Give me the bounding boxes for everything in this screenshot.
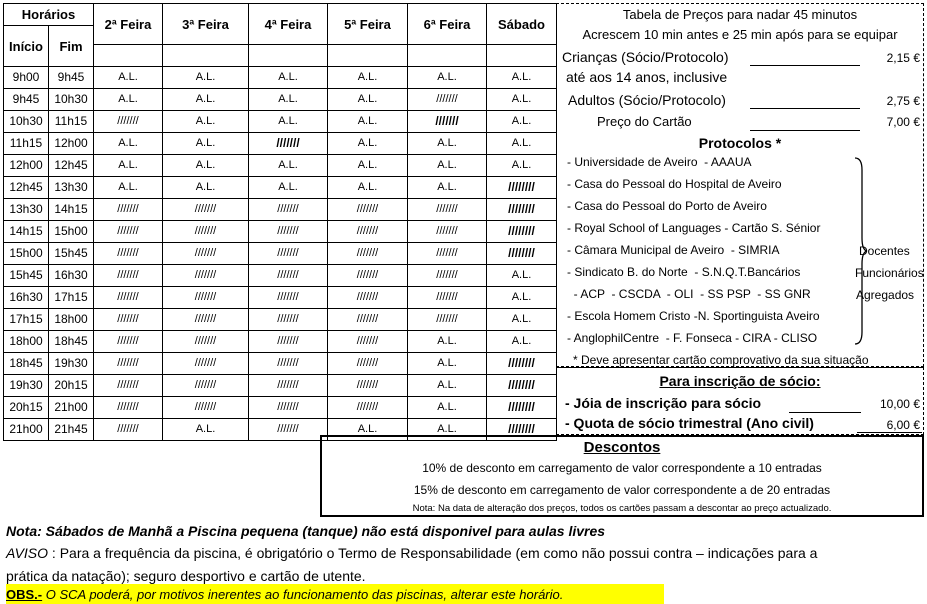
protocol-item: - ACP - CSCDA - OLI - SS PSP - SS GNR (567, 287, 811, 301)
schedule-cell: A.L. (328, 155, 408, 177)
schedule-cell: A.L. (408, 353, 487, 375)
table-row (4, 199, 557, 221)
aviso-line (6, 545, 817, 561)
schedule-cell: //////// (487, 419, 557, 441)
obs-text: O SCA poderá, por motivos inerentes ao funcionamento das piscinas, alterar este horário. (42, 587, 564, 602)
start-time-cell: 18h00 (4, 331, 49, 353)
schedule-cell: /////// (163, 331, 249, 353)
spacer-cell (328, 45, 408, 67)
schedule-cell: A.L. (487, 89, 557, 111)
schedule-cell: /////// (163, 199, 249, 221)
end-time-cell: 19h30 (49, 353, 94, 375)
schedule-cell: /////// (94, 375, 163, 397)
schedule-cell: /////// (249, 243, 328, 265)
underline (750, 65, 860, 66)
schedule-cell: A.L. (94, 133, 163, 155)
schedule-cell: /////// (163, 353, 249, 375)
spacer-cell (94, 45, 163, 67)
membership-fee-value: 10,00 € (879, 397, 920, 411)
table-row (4, 67, 557, 89)
end-time-cell: 20h15 (49, 375, 94, 397)
schedule-cell: A.L. (487, 309, 557, 331)
spacer-cell (249, 45, 328, 67)
day-header: 5ª Feira (328, 4, 408, 45)
children-price: 2,15 € (886, 51, 920, 65)
schedule-cell: A.L. (408, 419, 487, 441)
schedule-cell: //////// (487, 243, 557, 265)
table-row (4, 133, 557, 155)
underline (750, 130, 860, 131)
schedule-cell: A.L. (487, 111, 557, 133)
schedule-cell: /////// (328, 221, 408, 243)
start-time-cell: 16h30 (4, 287, 49, 309)
schedule-cell: A.L. (94, 89, 163, 111)
discount-note: Nota: Na data de alteração dos preços, todos os cartões passam a descontar ao preço actualizado. (412, 503, 832, 514)
end-time-cell: 18h45 (49, 331, 94, 353)
schedule-cell: A.L. (328, 133, 408, 155)
end-time-cell: 17h15 (49, 287, 94, 309)
schedule-cell: //////// (487, 221, 557, 243)
start-time-cell: 18h45 (4, 353, 49, 375)
schedule-cell: /////// (249, 375, 328, 397)
discounts-panel (320, 435, 924, 517)
day-header: Sábado (487, 4, 557, 45)
aviso-text-continued: prática da natação); seguro desportivo e cartão de utente. (6, 568, 366, 584)
schedule-cell: /////// (94, 419, 163, 441)
schedule-cell: A.L. (249, 155, 328, 177)
membership-quota-label: - Quota de sócio trimestral (Ano civil) (565, 415, 814, 431)
end-time-cell: 21h45 (49, 419, 94, 441)
schedule-cell: A.L. (408, 331, 487, 353)
table-row (4, 287, 557, 309)
end-time-cell: 15h45 (49, 243, 94, 265)
schedule-cell: A.L. (163, 89, 249, 111)
schedule-cell: /////// (163, 287, 249, 309)
start-time-cell: 14h15 (4, 221, 49, 243)
spacer-cell (487, 45, 557, 67)
schedule-cell: A.L. (249, 111, 328, 133)
schedule-cell: A.L. (408, 155, 487, 177)
schedule-cell: /////// (163, 397, 249, 419)
schedule-cell: A.L. (408, 177, 487, 199)
adults-price: 2,75 € (886, 94, 920, 108)
table-row (4, 375, 557, 397)
schedule-cell: /////// (163, 221, 249, 243)
underline (789, 412, 861, 413)
schedule-cell: /////// (94, 265, 163, 287)
schedule-cell: A.L. (328, 111, 408, 133)
horarios-header: Horários (4, 4, 94, 26)
schedule-cell: A.L. (94, 67, 163, 89)
membership-panel (556, 367, 924, 435)
schedule-cell: A.L. (94, 177, 163, 199)
start-time-cell: 15h45 (4, 265, 49, 287)
schedule-cell: //////// (487, 177, 557, 199)
schedule-cell: /////// (249, 199, 328, 221)
schedule-cell: /////// (328, 397, 408, 419)
schedule-cell: /////// (328, 243, 408, 265)
schedule-cell: /////// (328, 199, 408, 221)
schedule-cell: /////// (163, 243, 249, 265)
schedule-cell: A.L. (408, 67, 487, 89)
schedule-cell: /////// (94, 353, 163, 375)
children-note: até aos 14 anos, inclusive (566, 69, 728, 85)
schedule-cell: /////// (328, 353, 408, 375)
schedule-cell: A.L. (487, 155, 557, 177)
discount-line: 15% de desconto em carregamento de valor correspondente a de 20 entradas (413, 483, 831, 497)
protocol-item: - Casa do Pessoal do Hospital de Aveiro (567, 177, 782, 191)
schedule-cell: //////// (487, 199, 557, 221)
protocols-title: Protocolos * (698, 135, 782, 151)
end-time-cell: 12h00 (49, 133, 94, 155)
obs-label: OBS.- (6, 587, 43, 602)
schedule-cell: /////// (249, 287, 328, 309)
discount-line: 10% de desconto em carregamento de valor correspondente a 10 entradas (422, 461, 822, 475)
protocol-item: - Universidade de Aveiro - AAAUA (567, 155, 752, 169)
schedule-cell: /////// (94, 287, 163, 309)
card-label: Preço do Cartão (597, 114, 692, 129)
schedule-cell: /////// (94, 309, 163, 331)
schedule-cell: /////// (249, 265, 328, 287)
protocol-item: - Escola Homem Cristo -N. Sportinguista Aveiro (567, 309, 820, 323)
protocol-item: - Casa do Pessoal do Porto de Aveiro (567, 199, 767, 213)
protocol-item: - Sindicato B. do Norte - S.N.Q.T.Bancários (567, 265, 801, 279)
start-time-cell: 12h00 (4, 155, 49, 177)
start-time-cell: 17h15 (4, 309, 49, 331)
table-row (4, 177, 557, 199)
start-time-cell: 13h30 (4, 199, 49, 221)
protocol-item: - Royal School of Languages - Cartão S. Sénior (567, 221, 821, 235)
start-time-cell: 10h30 (4, 111, 49, 133)
schedule-cell: A.L. (487, 67, 557, 89)
start-time-cell: 21h00 (4, 419, 49, 441)
inicio-header: Início (4, 26, 49, 67)
underline (857, 432, 922, 433)
schedule-cell: /////// (408, 89, 487, 111)
prices-title: Tabela de Preços para nadar 45 minutos (622, 7, 858, 22)
schedule-cell: A.L. (163, 155, 249, 177)
aviso-label: AVISO (6, 545, 49, 561)
schedule-cell: /////// (408, 111, 487, 133)
schedule-cell: /////// (328, 375, 408, 397)
membership-fee-label: - Jóia de inscrição para sócio (565, 395, 762, 411)
schedule-cell: /////// (408, 287, 487, 309)
table-row (4, 309, 557, 331)
start-time-cell: 19h30 (4, 375, 49, 397)
end-time-cell: 14h15 (49, 199, 94, 221)
membership-title: Para inscrição de sócio: (659, 373, 821, 389)
schedule-cell: /////// (328, 309, 408, 331)
schedule-cell: /////// (249, 419, 328, 441)
table-row (4, 155, 557, 177)
table-row (4, 397, 557, 419)
end-time-cell: 11h15 (49, 111, 94, 133)
day-header: 2ª Feira (94, 4, 163, 45)
schedule-cell: /////// (94, 111, 163, 133)
schedule-cell: /////// (328, 331, 408, 353)
schedule-cell: A.L. (249, 89, 328, 111)
schedule-cell: /////// (408, 309, 487, 331)
card-price: 7,00 € (886, 115, 920, 129)
schedule-cell: A.L. (163, 111, 249, 133)
schedule-cell: //////// (487, 353, 557, 375)
prices-panel (556, 3, 924, 367)
saturday-note: Nota: Sábados de Manhã a Piscina pequena (tanque) não está disponivel para aulas livres (6, 523, 606, 539)
spacer-cell (163, 45, 249, 67)
schedule-cell: /////// (408, 221, 487, 243)
end-time-cell: 9h45 (49, 67, 94, 89)
schedule-cell: A.L. (163, 419, 249, 441)
schedule-cell: A.L. (408, 397, 487, 419)
schedule-cell: //////// (487, 397, 557, 419)
fim-header: Fim (49, 26, 94, 67)
schedule-cell: A.L. (249, 177, 328, 199)
end-time-cell: 18h00 (49, 309, 94, 331)
schedule-cell: /////// (408, 265, 487, 287)
schedule-cell: /////// (249, 331, 328, 353)
schedule-cell: /////// (94, 199, 163, 221)
table-row (4, 353, 557, 375)
schedule-cell: /////// (163, 375, 249, 397)
schedule-cell: /////// (249, 221, 328, 243)
schedule-cell: A.L. (328, 177, 408, 199)
table-row (4, 221, 557, 243)
start-time-cell: 9h00 (4, 67, 49, 89)
protocol-item: - AnglophilCentre - F. Fonseca - CIRA - CLISO (567, 331, 818, 345)
end-time-cell: 12h45 (49, 155, 94, 177)
side-label: Agregados (856, 288, 915, 302)
day-header: 6ª Feira (408, 4, 487, 45)
side-label: Funcionários (855, 266, 924, 280)
table-row (4, 89, 557, 111)
schedule-cell: A.L. (487, 265, 557, 287)
schedule-cell: A.L. (328, 89, 408, 111)
schedule-cell: /////// (249, 353, 328, 375)
schedule-cell: A.L. (163, 133, 249, 155)
schedule-cell: /////// (249, 309, 328, 331)
day-header: 3ª Feira (163, 4, 249, 45)
end-time-cell: 16h30 (49, 265, 94, 287)
schedule-cell: /////// (94, 397, 163, 419)
schedule-cell: /////// (328, 265, 408, 287)
schedule-cell: /////// (163, 265, 249, 287)
underline (750, 108, 860, 109)
table-row (4, 111, 557, 133)
prices-subtitle: Acrescem 10 min antes e 25 min após para se equipar (582, 27, 898, 42)
schedule-cell: /////// (94, 221, 163, 243)
children-label: Crianças (Sócio/Protocolo) (562, 49, 729, 65)
side-label: Docentes (859, 244, 910, 258)
schedule-cell: A.L. (487, 133, 557, 155)
adults-label: Adultos (Sócio/Protocolo) (568, 92, 726, 108)
end-time-cell: 13h30 (49, 177, 94, 199)
start-time-cell: 9h45 (4, 89, 49, 111)
protocols-footnote: * Deve apresentar cartão comprovativo da sua situação (573, 353, 869, 367)
spacer-cell (408, 45, 487, 67)
schedule-cell: A.L. (249, 67, 328, 89)
start-time-cell: 15h00 (4, 243, 49, 265)
schedule-cell: /////// (249, 133, 328, 155)
day-header: 4ª Feira (249, 4, 328, 45)
start-time-cell: 12h45 (4, 177, 49, 199)
schedule-cell: A.L. (94, 155, 163, 177)
end-time-cell: 21h00 (49, 397, 94, 419)
start-time-cell: 11h15 (4, 133, 49, 155)
schedule-table (3, 3, 557, 441)
end-time-cell: 10h30 (49, 89, 94, 111)
start-time-cell: 20h15 (4, 397, 49, 419)
membership-quota-value: 6,00 € (886, 418, 920, 432)
schedule-cell: A.L. (163, 67, 249, 89)
schedule-cell: /////// (94, 243, 163, 265)
table-row (4, 331, 557, 353)
schedule-cell: A.L. (408, 375, 487, 397)
obs-line (6, 587, 563, 602)
schedule-cell: /////// (408, 243, 487, 265)
schedule-cell: /////// (163, 309, 249, 331)
protocol-item: - Câmara Municipal de Aveiro - SIMRIA (567, 243, 780, 257)
table-row (4, 265, 557, 287)
schedule-cell: //////// (487, 375, 557, 397)
schedule-cell: A.L. (328, 67, 408, 89)
schedule-cell: A.L. (487, 287, 557, 309)
schedule-cell: A.L. (328, 419, 408, 441)
schedule-cell: /////// (94, 331, 163, 353)
discounts-title: Descontos (583, 439, 661, 456)
schedule-cell: /////// (328, 287, 408, 309)
schedule-cell: A.L. (408, 133, 487, 155)
table-row (4, 243, 557, 265)
schedule-cell: A.L. (163, 177, 249, 199)
schedule-cell: /////// (249, 397, 328, 419)
schedule-cell: A.L. (487, 331, 557, 353)
end-time-cell: 15h00 (49, 221, 94, 243)
aviso-text: : Para a frequência da piscina, é obrigatório o Termo de Responsabilidade (em como não possui contra – indicações para a (48, 545, 818, 561)
schedule-cell: /////// (408, 199, 487, 221)
